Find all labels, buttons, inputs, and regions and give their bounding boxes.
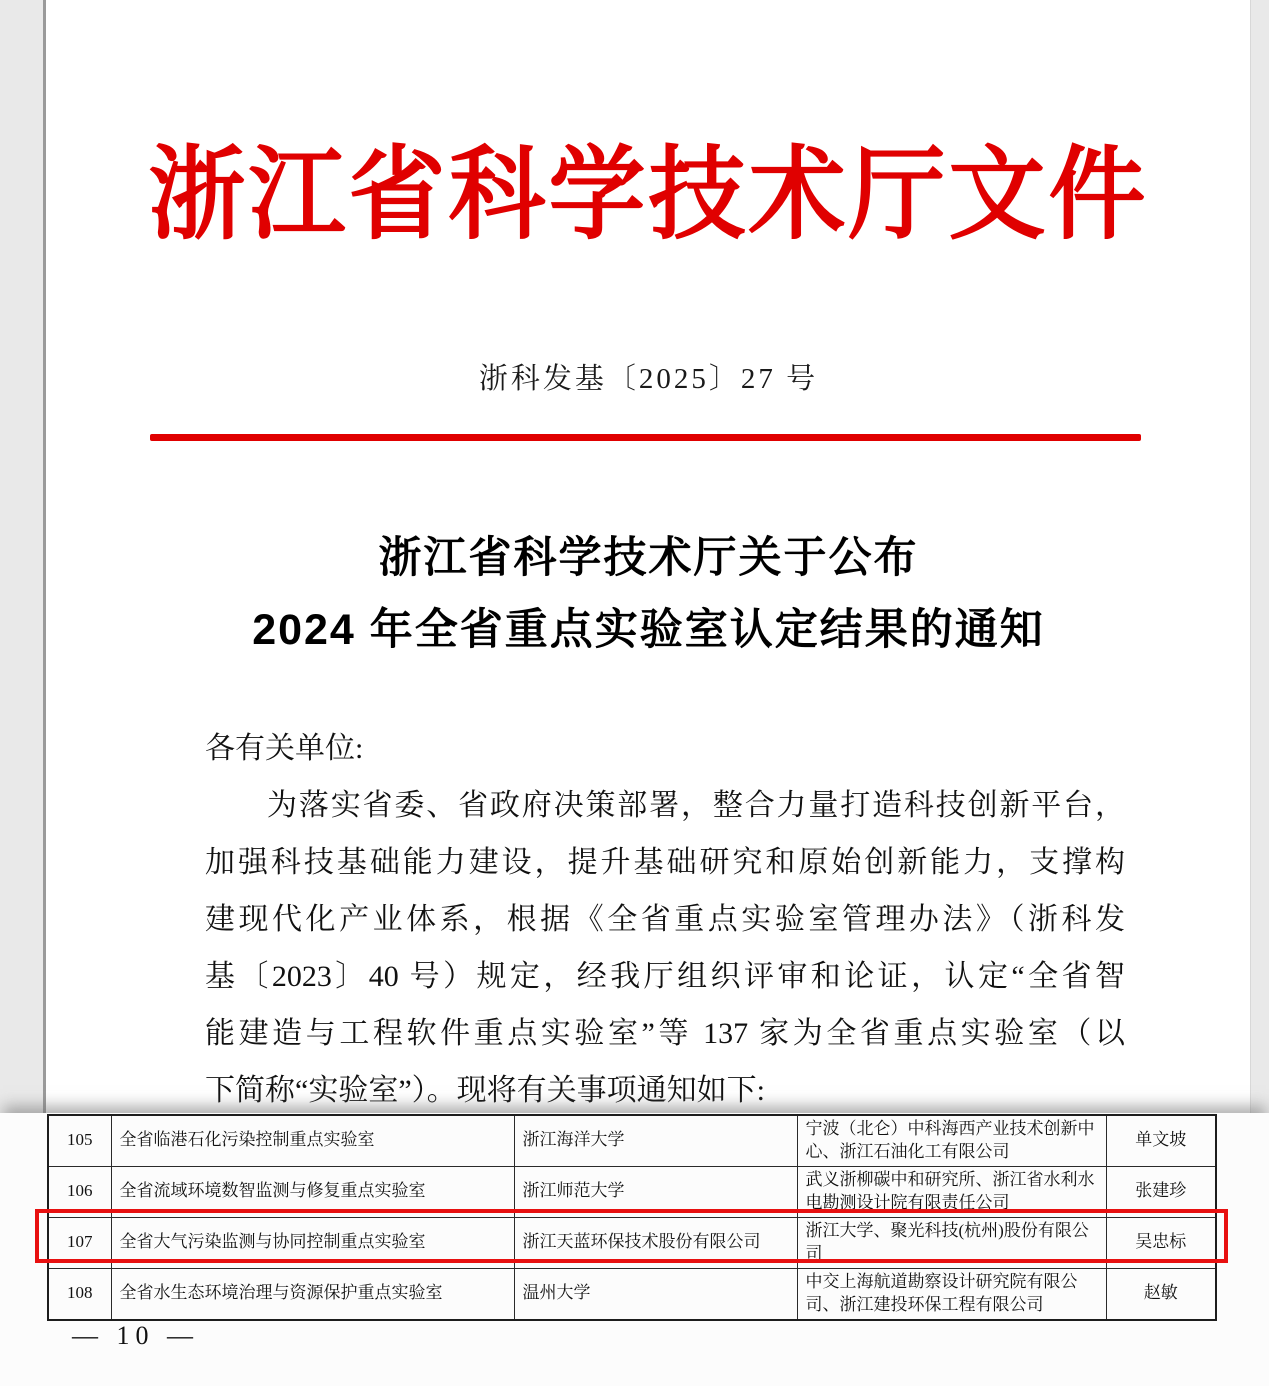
document-number: 浙科发基〔2025〕27 号	[478, 363, 819, 395]
director: 赵敏	[1106, 1268, 1216, 1319]
table-row	[48, 1268, 1216, 1319]
paragraph-line: 能建造与工程软件重点实验室”等 137 家为全省重点实验室（以	[205, 1017, 1125, 1050]
notice-title	[46, 522, 1251, 666]
partners: 武义浙柳碳中和研究所、浙江省水利水电勘测设计院有限责任公司	[797, 1166, 1106, 1217]
notice-title-line1: 浙江省科学技术厅关于公布	[378, 534, 919, 582]
institution: 浙江天蓝环保技术股份有限公司	[514, 1217, 797, 1268]
paragraph-line: 为落实省委、省政府决策部署，整合力量打造科技创新平台，	[267, 789, 1125, 822]
row-number: 107	[48, 1217, 111, 1268]
red-divider-line	[150, 434, 1141, 441]
table-row-highlighted	[48, 1217, 1216, 1268]
document-page	[43, 0, 1251, 1113]
row-number: 108	[48, 1268, 111, 1319]
lab-name: 全省临港石化污染控制重点实验室	[111, 1115, 514, 1166]
row-number: 106	[48, 1166, 111, 1217]
partners: 浙江大学、聚光科技(杭州)股份有限公司	[797, 1217, 1106, 1268]
partners: 中交上海航道勘察设计研究院有限公司、浙江建投环保工程有限公司	[797, 1268, 1106, 1319]
row-number: 105	[48, 1115, 111, 1166]
paragraph-line: 基〔2023〕40 号）规定，经我厅组织评审和论证，认定“全省智	[205, 960, 1125, 993]
table-row	[48, 1166, 1216, 1217]
lab-name: 全省水生态环境治理与资源保护重点实验室	[111, 1268, 514, 1319]
lab-table-section	[0, 1113, 1269, 1386]
institution: 温州大学	[514, 1268, 797, 1319]
lab-name: 全省大气污染监测与协同控制重点实验室	[111, 1217, 514, 1268]
paragraph-line: 下简称“实验室”）。现将有关事项通知如下:	[205, 1074, 765, 1107]
paragraph-line: 加强科技基础能力建设，提升基础研究和原始创新能力，支撑构	[205, 846, 1125, 879]
director: 张建珍	[1106, 1166, 1216, 1217]
partners: 宁波（北仑）中科海西产业技术创新中心、浙江石油化工有限公司	[797, 1115, 1106, 1166]
notice-body	[205, 720, 1125, 1119]
lab-table	[47, 1114, 1217, 1321]
institution: 浙江海洋大学	[514, 1115, 797, 1166]
director: 单文坡	[1106, 1115, 1216, 1166]
lab-name: 全省流域环境数智监测与修复重点实验室	[111, 1166, 514, 1217]
salutation: 各有关单位:	[205, 732, 364, 765]
table-row	[48, 1115, 1216, 1166]
director: 吴忠标	[1106, 1217, 1216, 1268]
document-title: 浙江省科学技术厅文件	[148, 139, 1149, 252]
institution: 浙江师范大学	[514, 1166, 797, 1217]
page-number: — 10 —	[72, 1321, 199, 1350]
notice-title-line2: 2024 年全省重点实验室认定结果的通知	[252, 606, 1045, 654]
paragraph-line: 建现代化产业体系，根据《全省重点实验室管理办法》（浙科发	[205, 903, 1125, 936]
